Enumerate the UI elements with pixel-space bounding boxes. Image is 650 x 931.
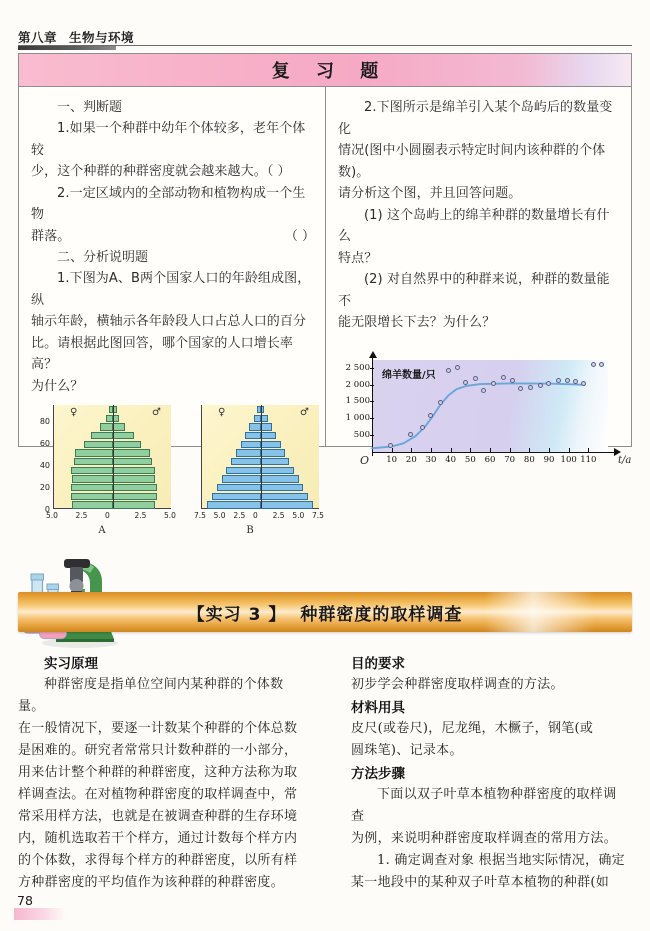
- pyramid-center-axis: [113, 405, 114, 508]
- principle-line-7: 内，随机选取若干个样方，通过计数每个样方内: [18, 831, 298, 846]
- pyramid-bar: [71, 467, 113, 474]
- tick-mark: [549, 448, 550, 452]
- practical-banner: [18, 592, 632, 632]
- pyramid-label: A: [98, 525, 106, 536]
- pyramid-y-tick-label: 20: [39, 483, 50, 493]
- pyramid-bar: [113, 484, 157, 491]
- sheep-chart-y-tick-label: 1 500: [338, 396, 370, 406]
- question-2-line-1: 2.一定区域内的全部动物和植物构成一个生物: [31, 185, 306, 222]
- chart-axis: [372, 452, 616, 453]
- pyramid-bar: [236, 449, 261, 456]
- sheep-data-point: [446, 368, 451, 373]
- question-1-line-1: 1.如果一个种群中幼年个体较多，老年个体较: [31, 121, 306, 158]
- sheep-chart-y-axis-title: 绵羊数量/只: [382, 369, 436, 381]
- sheep-data-point: [481, 388, 486, 393]
- sheep-chart-x-tick-label: 30: [425, 454, 437, 465]
- sheep-data-point: [556, 378, 561, 383]
- tick-mark: [370, 418, 374, 419]
- pyramid-x-axis: [179, 511, 324, 523]
- pyramid-y-tick-label: 60: [39, 439, 50, 449]
- sheep-chart-x-tick-label: 10: [386, 454, 398, 465]
- pyramid-x-tick-label: 7.5: [194, 511, 206, 520]
- sheep-chart-y-tick-label: 2 000: [338, 380, 370, 390]
- pyramid-x-tick-label: 5.0: [46, 511, 58, 520]
- pyramid-bar: [231, 458, 261, 465]
- female-symbol-icon: ♀: [70, 407, 78, 418]
- tick-mark: [588, 448, 589, 452]
- tick-mark: [370, 435, 374, 436]
- sheep-chart-x-tick-label: 110: [580, 454, 597, 465]
- sheep-chart-x-tick-label: 50: [464, 454, 476, 465]
- practical-banner-title: 种群密度的取样调查: [300, 604, 463, 625]
- tick-mark: [370, 368, 374, 369]
- section-heading-analysis: 二、分析说明题: [57, 250, 149, 265]
- principle-line-4: 用来估计整个种群的种群密度，这种方法称为取: [18, 765, 298, 780]
- pyramid-x-tick-label: 0: [105, 511, 110, 520]
- sheep-chart-y-tick-label: 1 000: [338, 413, 370, 423]
- pyramid-bar: [84, 441, 114, 448]
- page-number: 78: [17, 893, 33, 908]
- population-pyramid-figure: [31, 403, 324, 543]
- question-4-line-2: 情况(图中小圆圈表示特定时间内该种群的个体数)。: [338, 143, 606, 180]
- review-right-column: [325, 87, 632, 467]
- practical-heading-principle: 实习原理: [44, 656, 98, 672]
- pyramid-bar: [113, 406, 117, 413]
- pyramid-bar: [222, 475, 261, 482]
- running-head-chapter: 第八章: [18, 30, 58, 45]
- sheep-data-point: [501, 375, 506, 380]
- question-4-line-1: 2.下图所示是绵羊引入某个岛屿后的数量变化: [338, 100, 613, 137]
- pyramid-bar: [261, 467, 294, 474]
- pyramid-bar: [245, 432, 261, 439]
- pyramid-bar: [72, 501, 113, 508]
- question-3-line-3: 比。请根据此图回答，哪个国家的人口增长率高？: [31, 335, 294, 372]
- tick-mark: [529, 448, 530, 452]
- materials-line-2: 圆珠笔)、记录本。: [351, 743, 463, 758]
- tick-mark: [431, 448, 432, 452]
- principle-line-2: 在一般情况下，要逐一计数某个种群的个体总数: [18, 721, 298, 736]
- pyramid-bar: [226, 467, 261, 474]
- sheep-chart-x-tick-label: 80: [523, 454, 535, 465]
- pyramid-bar: [113, 501, 155, 508]
- objectives-line-1: 初步学会种群密度取样调查的方法。: [351, 677, 564, 692]
- sheep-chart-x-tick-label: 90: [543, 454, 555, 465]
- sheep-data-point: [428, 413, 433, 418]
- pyramid-y-axis: [179, 403, 201, 509]
- pyramid-x-tick-label: 2.5: [233, 511, 246, 520]
- steps-line-3: 1. 确定调查对象 根据当地实际情况，确定: [377, 853, 625, 868]
- steps-line-1: 下面以双子叶草本植物种群密度的取样调查: [351, 787, 617, 824]
- tick-mark: [510, 448, 511, 452]
- pyramid-bar: [113, 449, 150, 456]
- pyramid-x-tick-label: 2.5: [75, 511, 88, 520]
- pyramid-bar: [249, 423, 261, 430]
- practical-content: [18, 652, 632, 894]
- sheep-data-point: [528, 385, 533, 390]
- population-pyramid-B: [179, 403, 324, 543]
- pyramid-x-tick-label: 5.0: [213, 511, 226, 520]
- materials-line-1: 皮尺(或卷尺)，尼龙绳，木橛子，钢笔(或: [351, 721, 594, 736]
- tick-mark: [370, 385, 374, 386]
- sheep-data-point: [408, 432, 413, 437]
- pyramid-bar: [113, 475, 155, 482]
- sheep-chart-x-tick-label: 60: [484, 454, 496, 465]
- pyramid-x-tick-label: 0: [253, 511, 258, 520]
- pyramid-bar: [261, 501, 313, 508]
- pyramid-bar: [241, 441, 261, 448]
- practical-heading-objectives: 目的要求: [351, 656, 405, 672]
- pyramid-plot-area: [201, 405, 319, 509]
- review-left-column: [19, 87, 325, 536]
- principle-line-9: 方种群密度的平均值作为该种群的种群密度。: [18, 875, 285, 890]
- question-2-answer-blank[interactable]: （ ）: [284, 228, 315, 244]
- pyramid-bar: [113, 432, 134, 439]
- sheep-chart-x-axis-label: t/a: [618, 454, 632, 466]
- pyramid-y-axis: [31, 403, 53, 514]
- practical-right-column: [325, 652, 632, 894]
- pyramid-x-tick-label: 5.0: [292, 511, 305, 520]
- principle-line-1: 种群密度是指单位空间内某种群的个体数量。: [18, 677, 284, 714]
- practical-heading-steps: 方法步骤: [351, 766, 405, 782]
- pyramid-x-tick-label: 5.0: [164, 511, 176, 520]
- pyramid-center-axis: [261, 405, 262, 508]
- review-title-text: 复 习 题: [271, 61, 389, 82]
- question-4-line-3: 请分析这个图，并且回答问题。: [338, 186, 522, 201]
- pyramid-y-tick-label: 40: [39, 461, 50, 471]
- tick-mark: [370, 401, 374, 402]
- pyramid-bar: [261, 415, 268, 422]
- sheep-chart-x-tick-label: 20: [405, 454, 417, 465]
- tick-mark: [470, 448, 471, 452]
- question-4-sub2-line-2: 能无限增长下去？为什么？: [338, 315, 496, 330]
- principle-line-6: 常采用样方法，也就是在被调查种群的生存环境: [18, 809, 298, 824]
- pyramid-label: B: [246, 525, 254, 536]
- pyramid-bar: [74, 458, 113, 465]
- review-questions-box: [18, 53, 632, 536]
- question-2-line-2: [31, 226, 315, 248]
- question-3-line-2: 轴示年龄，横轴示各年龄段人口占总人口的百分: [31, 314, 307, 329]
- pyramid-x-tick-label: 2.5: [134, 511, 147, 520]
- chart-axis: [372, 356, 373, 456]
- sheep-data-point: [420, 425, 425, 430]
- pyramid-bar: [261, 484, 303, 491]
- pyramid-bar: [212, 493, 261, 500]
- axis-arrow-icon: [369, 351, 377, 358]
- pyramid-y-tick-label: 0: [44, 505, 50, 514]
- sheep-data-point: [463, 380, 468, 385]
- pyramid-bar: [207, 501, 261, 508]
- pyramid-bar: [71, 493, 113, 500]
- tick-mark: [569, 448, 570, 452]
- practical-banner-text: [188, 600, 463, 625]
- sheep-chart-x-tick-label: 100: [560, 454, 577, 465]
- steps-line-2: 为例，来说明种群密度取样调查的常用方法。: [351, 831, 618, 846]
- pyramid-bar: [261, 432, 276, 439]
- sheep-chart-origin-label: O: [360, 453, 370, 467]
- question-1-text-2: 少，这个种群的种群密度就会越来越大。: [31, 164, 267, 179]
- section-heading-judgement: 一、判断题: [57, 100, 123, 115]
- pyramid-bar: [261, 458, 289, 465]
- sheep-chart-x-tick-label: 40: [445, 454, 457, 465]
- female-symbol-icon: ♀: [218, 407, 226, 418]
- pyramid-bar: [261, 441, 281, 448]
- pyramid-bar: [113, 458, 152, 465]
- pyramid-plot-area: [53, 405, 171, 509]
- practical-left-column: [18, 652, 325, 894]
- pyramid-bar: [261, 423, 272, 430]
- pyramid-bar: [113, 423, 125, 430]
- practical-heading-materials: 材料用具: [351, 700, 405, 716]
- pyramid-bar: [261, 493, 308, 500]
- question-3-line-4: 为什么？: [31, 378, 84, 394]
- pyramid-bar: [91, 432, 113, 439]
- sheep-chart-y-tick-label: 2 500: [338, 363, 370, 373]
- question-1-line-2: [31, 161, 315, 183]
- sheep-data-point: [599, 362, 604, 367]
- pyramid-bar: [113, 493, 157, 500]
- tick-mark: [411, 448, 412, 452]
- pyramid-x-axis: [31, 511, 176, 523]
- pyramid-bar: [261, 449, 285, 456]
- question-3-line-1: 1.下图为A、B两个国家人口的年龄组成图，纵: [31, 271, 311, 308]
- tick-mark: [451, 448, 452, 452]
- pyramid-bar: [100, 423, 113, 430]
- sheep-chart-x-tick-label: 70: [504, 454, 516, 465]
- principle-line-3: 是困难的。研究者常常只计数种群的一小部分，: [18, 743, 298, 758]
- pyramid-x-tick-label: 2.5: [272, 511, 285, 520]
- question-4-sub1-line-2: 特点？: [338, 250, 378, 266]
- pyramid-bar: [217, 484, 261, 491]
- pyramid-x-tick-label: 7.5: [312, 511, 324, 520]
- principle-line-8: 的个体数，求得每个样方的种群密度，以所有样: [18, 853, 298, 868]
- tick-mark: [490, 448, 491, 452]
- pyramid-y-tick-label: 80: [39, 417, 50, 427]
- principle-line-5: 样调查法。在对植物种群密度的取样调查中，常: [18, 787, 298, 802]
- question-4-sub2-line-1: (2) 对自然界中的种群来说，种群的数量能不: [338, 272, 610, 309]
- running-head: [18, 28, 134, 46]
- folio-decoration: [14, 908, 66, 920]
- pyramid-bar: [113, 467, 155, 474]
- review-body: [19, 87, 632, 536]
- sheep-chart-y-tick-label: 500: [338, 430, 370, 440]
- male-symbol-icon: ♂: [152, 407, 161, 418]
- practical-banner-tag: 【实习 3 】: [187, 604, 287, 625]
- pyramid-bar: [72, 475, 113, 482]
- running-head-tab: [18, 46, 116, 50]
- pyramid-bar: [71, 484, 113, 491]
- pyramid-bar: [261, 475, 299, 482]
- running-head-title: 生物与环境: [69, 30, 135, 45]
- pyramid-bar: [113, 441, 141, 448]
- sheep-data-point: [438, 400, 443, 405]
- steps-line-4: 某一地段中的某种双子叶草本植物的种群(如: [351, 875, 610, 890]
- population-pyramid-A: [31, 403, 176, 543]
- pyramid-bar: [75, 449, 113, 456]
- sheep-population-growth-chart: [338, 354, 632, 486]
- tick-mark: [392, 448, 393, 452]
- question-4-sub1-line-1: (1) 这个岛屿上的绵羊种群的数量增长有什么: [338, 207, 610, 244]
- question-2-text-2: 群落。: [31, 228, 71, 244]
- review-title-bar: [19, 54, 631, 87]
- male-symbol-icon: ♂: [300, 407, 309, 418]
- sheep-data-point: [546, 381, 551, 386]
- sheep-data-point: [538, 383, 543, 388]
- pyramid-bar: [113, 415, 119, 422]
- question-1-answer-blank[interactable]: （ ）: [266, 164, 291, 179]
